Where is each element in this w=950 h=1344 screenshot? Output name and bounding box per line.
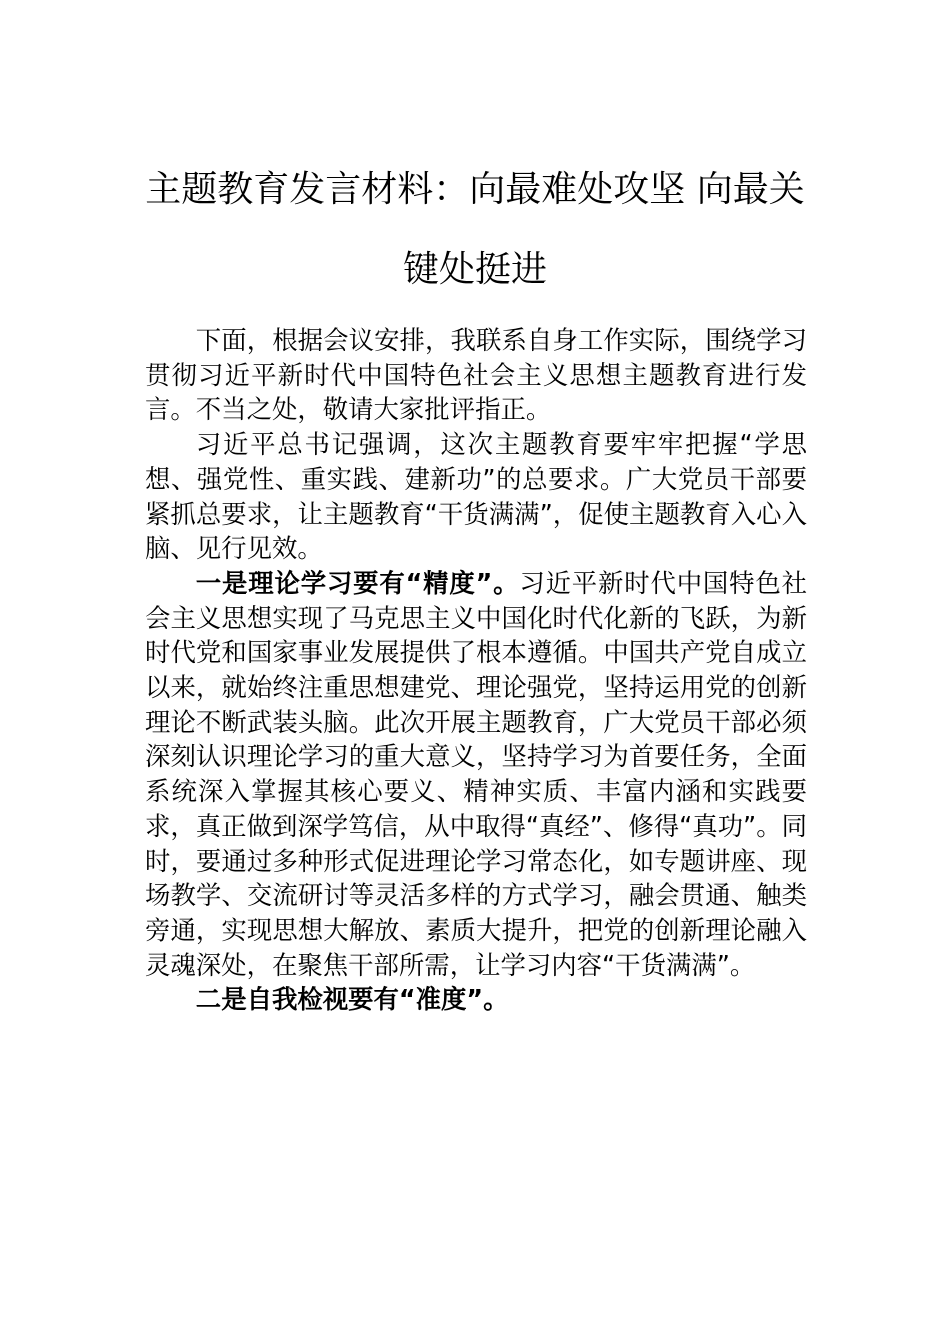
paragraph-3 xyxy=(145,566,807,982)
document-title: 主题教育发言材料：向最难处攻坚 向最关键处挺进 xyxy=(145,169,805,290)
paragraph-text: 下面，根据会议安排，我联系自身工作实际，围绕学习贯彻习近平新时代中国特色社会主义思想主题教育进行发言。不当之处，敬请大家批评指正。 xyxy=(145,325,807,425)
paragraph-text: 习近平总书记强调，这次主题教育要牢牢把握“学思想、强党性、重实践、建新功”的总要求。广大党员干部要紧抓总要求，让主题教育“干货满满”，促使主题教育入心入脑、见行见效。 xyxy=(145,429,807,564)
paragraph-4 xyxy=(145,982,807,1017)
paragraph-text: 习近平新时代中国特色社会主义思想实现了马克思主义中国化时代化新的飞跃，为新时代党和国家事业发展提供了根本遵循。中国共产党自成立以来，就始终注重思想建党、理论强党，坚持运用党的创新理论不断武装头脑。此次开展主题教育，广大党员干部必须深刻认识理论学习的重大意义，坚持学习为首要任务，全面系统深入掌握其核心要义、精神实质、丰富内涵和实践要求，真正做到深学笃信，从中取得“真经”、修得“真功”。同时，要通过多种形式促进理论学习常态化，如专题讲座、现场教学、交流研讨等灵活多样的方式学习，融会贯通、触类旁通，实现思想大解放、素质大提升，把党的创新理论融入灵魂深处，在聚焦干部所需，让学习内容“干货满满”。 xyxy=(145,567,808,980)
paragraph-lead: 二是自我检视要有“准度”。 xyxy=(195,984,509,1015)
paragraph-1 xyxy=(145,323,807,427)
document-body xyxy=(145,323,807,1017)
paragraph-2 xyxy=(145,427,807,566)
paragraph-lead: 一是理论学习要有“精度”。 xyxy=(195,567,520,598)
